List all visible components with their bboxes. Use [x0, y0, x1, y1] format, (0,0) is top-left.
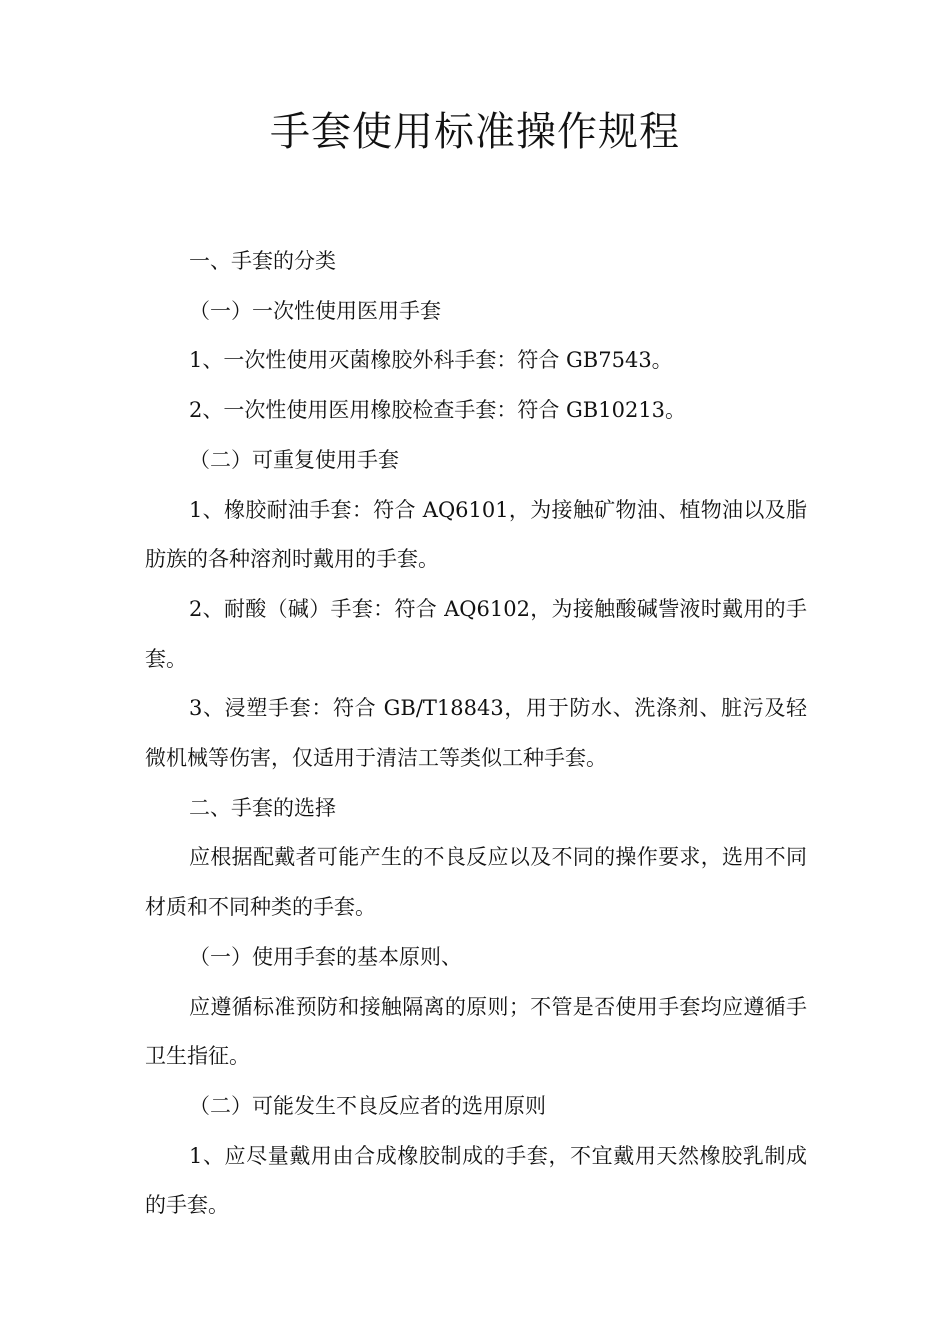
- paragraph-examination-gloves: 2、一次性使用医用橡胶检查手套：符合 GB10213。: [189, 398, 687, 423]
- section-heading-classification: 一、手套的分类: [189, 249, 336, 273]
- section-heading-selection: 二、手套的选择: [189, 795, 336, 820]
- paragraph-oil-resistant-gloves: 1、橡胶耐油手套：符合 AQ6101，为接触矿物油、植物油以及脂肪族的各种溶剂时戴用的手套。: [145, 497, 807, 572]
- paragraph-acid-alkali-gloves: 2、耐酸（碱）手套：符合 AQ6102，为接触酸碱訾液时戴用的手套。: [145, 596, 807, 671]
- paragraph-synthetic-rubber-gloves: 1、应尽量戴用由合成橡胶制成的手套，不宜戴用天然橡胶乳制成的手套。: [145, 1143, 807, 1218]
- subsection-reusable-gloves: （二）可重复使用手套: [189, 447, 399, 472]
- paragraph-sterile-surgical-gloves: 1、一次性使用灭菌橡胶外科手套：符合 GB7543。: [189, 348, 673, 373]
- paragraph-dipped-plastic-gloves: 3、浸塑手套：符合 GB/T18843，用于防水、洗涤剂、脏污及轻微机械等伤害，仅适用于清洁工等类似工种手套。: [145, 696, 807, 771]
- document-title: 手套使用标准操作规程: [270, 109, 680, 155]
- paragraph-selection-intro: 应根据配戴者可能产生的不良反应以及不同的操作要求，选用不同材质和不同种类的手套。: [145, 845, 807, 920]
- document-body: [145, 237, 807, 1231]
- subsection-disposable-gloves: （一）一次性使用医用手套: [189, 298, 441, 323]
- subsection-basic-principles: （一）使用手套的基本原则、: [189, 944, 462, 969]
- paragraph-standard-precautions: 应遵循标准预防和接触隔离的原则；不管是否使用手套均应遵循手卫生指征。: [145, 994, 807, 1069]
- subsection-adverse-reaction-principles: （二）可能发生不良反应者的选用原则: [189, 1093, 546, 1118]
